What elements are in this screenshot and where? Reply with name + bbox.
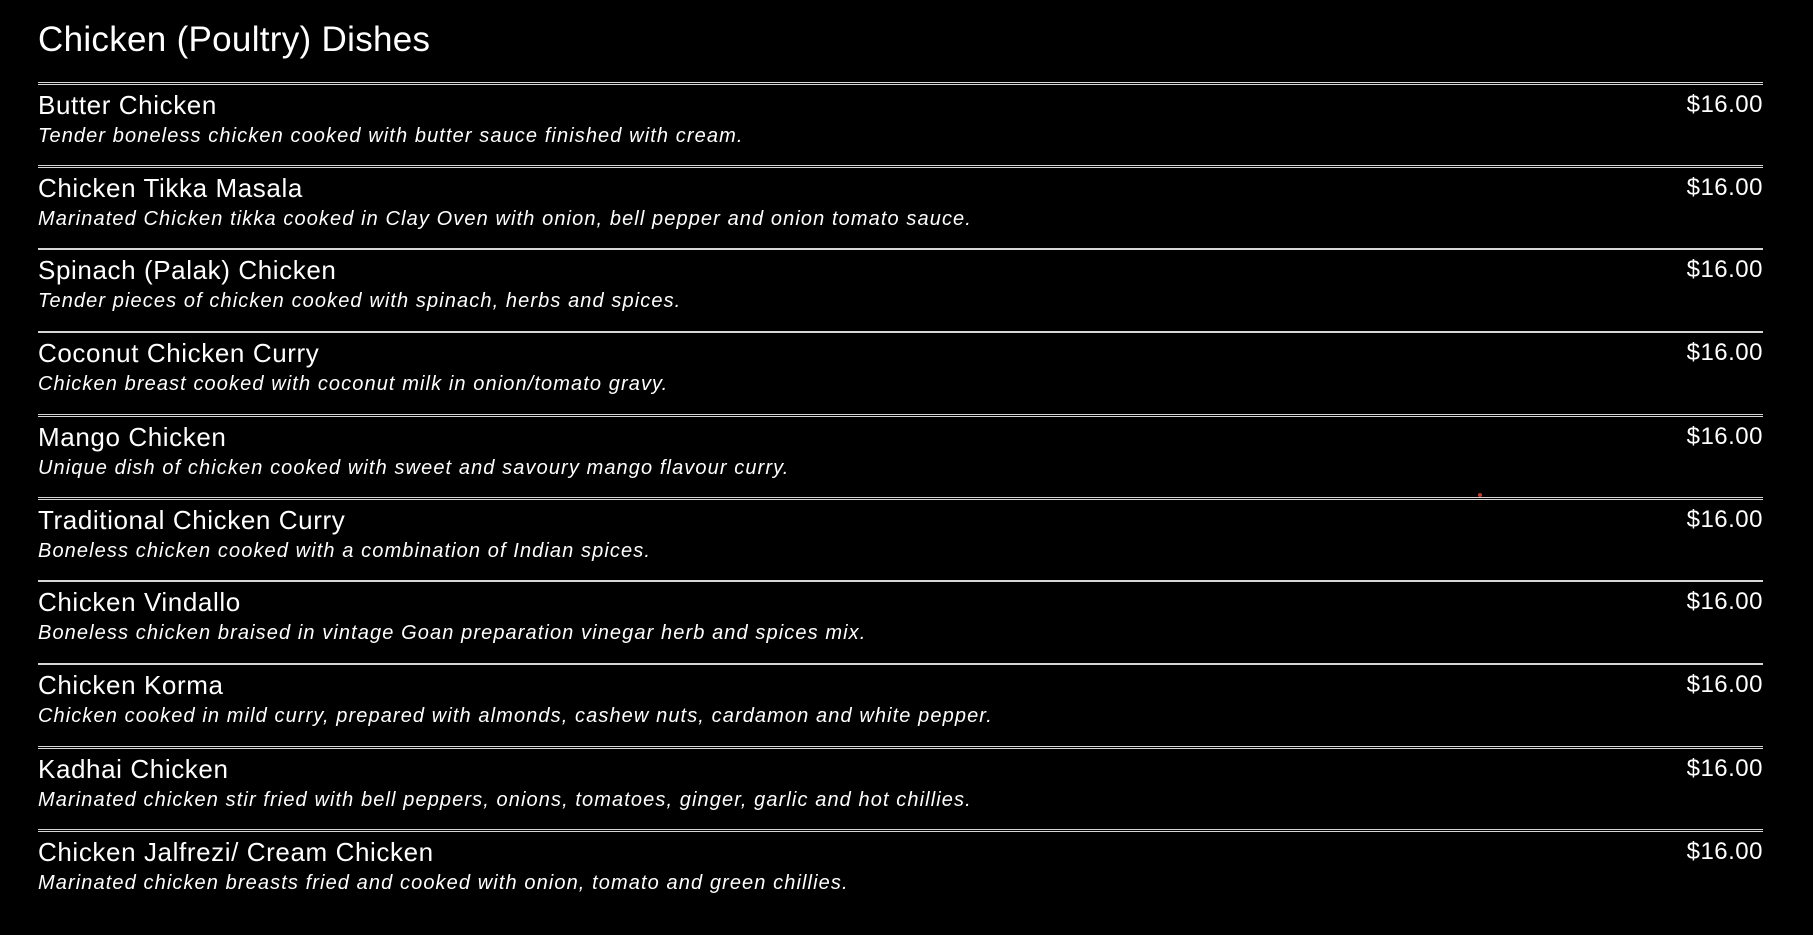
menu-item: [38, 580, 1763, 663]
item-price: $16.00: [1686, 174, 1763, 201]
item-name: Kadhai Chicken: [38, 754, 229, 784]
menu-item: [38, 331, 1763, 414]
item-name: Traditional Chicken Curry: [38, 505, 346, 535]
item-description: Tender boneless chicken cooked with butter sauce finished with cream.: [38, 125, 744, 147]
item-name: Chicken Jalfrezi/ Cream Chicken: [38, 837, 434, 867]
item-name: Butter Chicken: [38, 90, 217, 120]
menu-list: [38, 82, 1763, 912]
item-price: $16.00: [1686, 423, 1763, 450]
menu-item: [38, 497, 1763, 580]
section-title: Chicken (Poultry) Dishes: [38, 20, 431, 59]
menu-item: [38, 165, 1763, 248]
item-name: Chicken Tikka Masala: [38, 173, 303, 203]
item-price: $16.00: [1686, 91, 1763, 118]
item-price: $16.00: [1686, 671, 1763, 698]
item-name: Spinach (Palak) Chicken: [38, 255, 337, 285]
menu-item: [38, 746, 1763, 829]
item-price: $16.00: [1686, 588, 1763, 615]
menu-item: [38, 663, 1763, 746]
menu-item: [38, 248, 1763, 331]
menu-section: [38, 0, 1763, 912]
item-name: Coconut Chicken Curry: [38, 338, 320, 368]
item-name: Chicken Korma: [38, 670, 224, 700]
item-name: Chicken Vindallo: [38, 587, 241, 617]
item-description: Boneless chicken cooked with a combination of Indian spices.: [38, 540, 651, 562]
item-price: $16.00: [1686, 755, 1763, 782]
item-description: Chicken breast cooked with coconut milk in onion/tomato gravy.: [38, 373, 669, 395]
menu-item: [38, 414, 1763, 497]
menu-item: [38, 82, 1763, 165]
item-description: Marinated chicken stir fried with bell peppers, onions, tomatoes, ginger, garlic and hot chillies.: [38, 789, 972, 811]
stray-dot: [1478, 493, 1482, 497]
item-description: Marinated Chicken tikka cooked in Clay Oven with onion, bell pepper and onion tomato sauce.: [38, 208, 972, 230]
item-name: Mango Chicken: [38, 422, 227, 452]
item-price: $16.00: [1686, 339, 1763, 366]
item-description: Tender pieces of chicken cooked with spinach, herbs and spices.: [38, 290, 682, 312]
item-description: Marinated chicken breasts fried and cooked with onion, tomato and green chillies.: [38, 872, 849, 894]
item-description: Chicken cooked in mild curry, prepared with almonds, cashew nuts, cardamon and white pepper.: [38, 705, 993, 727]
item-price: $16.00: [1686, 506, 1763, 533]
item-price: $16.00: [1686, 256, 1763, 283]
item-price: $16.00: [1686, 838, 1763, 865]
item-description: Unique dish of chicken cooked with sweet and savoury mango flavour curry.: [38, 457, 790, 479]
item-description: Boneless chicken braised in vintage Goan preparation vinegar herb and spices mix.: [38, 622, 867, 644]
menu-item: [38, 829, 1763, 912]
